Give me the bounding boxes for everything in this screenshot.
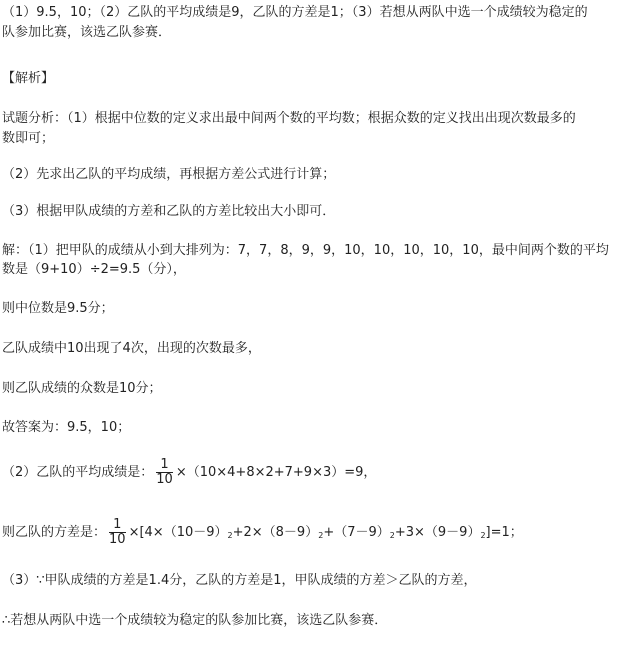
- solution-line-4: 则乙队成绩的众数是10分；: [2, 381, 162, 396]
- variance-term-b: +2×（8－9）: [232, 525, 319, 540]
- analysis-paragraph-2: （2）先求出乙队的平均成绩，再根据方差公式进行计算；: [2, 167, 336, 182]
- analysis-paragraph-3: （3）根据甲队成绩的方差和乙队的方差比较出大小即可．: [2, 204, 336, 219]
- exponent: 2: [227, 531, 233, 540]
- variance-term-c: +（7－9）: [323, 525, 390, 540]
- exponent: 2: [389, 531, 395, 540]
- fraction-denominator: 10: [109, 532, 126, 547]
- solution-line-3: 乙队成绩中10出现了4次，出现的次数最多，: [2, 341, 261, 356]
- mean-fraction: [156, 458, 173, 487]
- solution-line-9: ∴若想从两队中选一个成绩较为稳定的队参加比赛，该选乙队参赛．: [2, 613, 388, 628]
- mean-expression: ×（10×4+8×2+7+9×3）=9，: [175, 465, 377, 480]
- variance-term-a: ×[4×（10－9）: [128, 525, 228, 540]
- variance-term-e: ]=1；: [485, 525, 523, 540]
- solution-line-5: 故答案为：9.5，10；: [2, 420, 131, 435]
- fraction-numerator: 1: [156, 458, 173, 473]
- analysis-paragraph-1b: 数即可；: [2, 131, 55, 146]
- solution-line-8: （3）∵甲队成绩的方差是1.4分，乙队的方差是1，甲队成绩的方差＞乙队的方差，: [2, 573, 477, 588]
- variance-fraction: [109, 518, 126, 547]
- fraction-denominator: 10: [156, 472, 173, 487]
- solution-line-2: 则中位数是9.5分；: [2, 301, 114, 316]
- fraction-numerator: 1: [109, 518, 126, 533]
- solution-line-1a: 解：（1）把甲队的成绩从小到大排列为：7，7，8，9，9，10，10，10，10，10，最中间两个数的平均: [2, 243, 609, 258]
- variance-term-d: +3×（9－9）: [394, 525, 481, 540]
- analysis-paragraph-1a: 试题分析：（1）根据中位数的定义求出最中间两个数的平均数；根据众数的定义找出出现次数最多的: [2, 111, 576, 126]
- answer-line-1: （1）9.5，10；（2）乙队的平均成绩是9，乙队的方差是1；（3）若想从两队中选一个成绩较为稳定的: [2, 5, 588, 20]
- mean-prefix: （2）乙队的平均成绩是：: [2, 465, 154, 480]
- solution-line-1b: 数是（9+10）÷2=9.5（分），: [2, 262, 186, 277]
- exponent: 2: [480, 531, 486, 540]
- analysis-header: 【解析】: [2, 71, 55, 86]
- variance-prefix: 则乙队的方差是：: [2, 525, 107, 540]
- exponent: 2: [318, 531, 324, 540]
- solution-line-6: [2, 458, 376, 487]
- solution-line-7: [2, 518, 523, 547]
- answer-line-2: 队参加比赛，该选乙队参赛．: [2, 25, 172, 40]
